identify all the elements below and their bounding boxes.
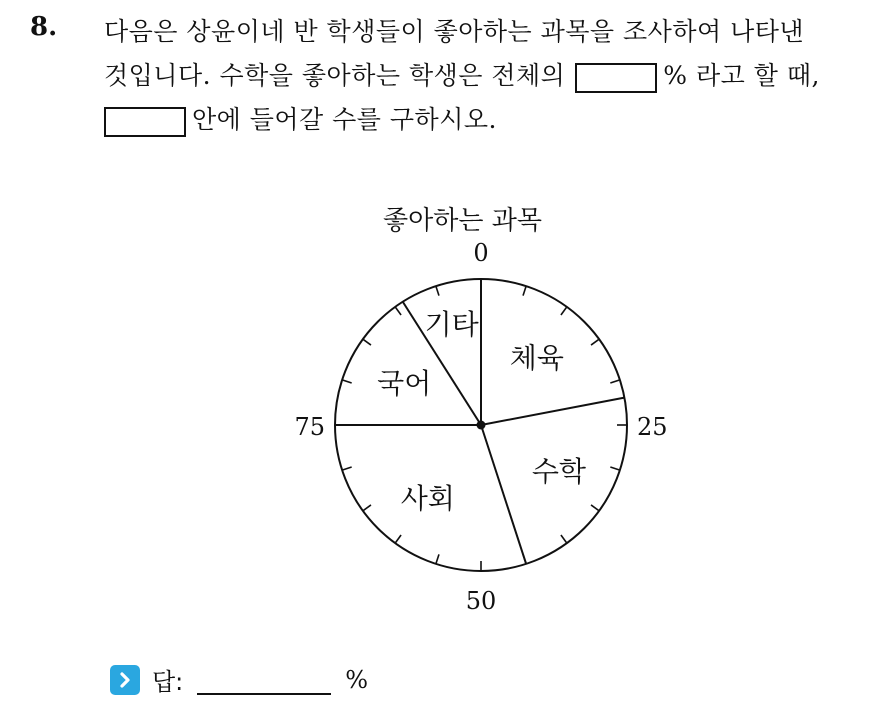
pie-tick [342,380,352,383]
pie-tick [342,467,352,470]
pie-center-dot [477,421,486,430]
answer-input-line[interactable] [197,665,331,695]
pie-tick [395,535,401,543]
answer-row [110,662,368,697]
pie-tick [561,307,567,315]
question-line-3-text: 안에 들어갈 수를 구하시오. [192,105,497,134]
slice-boundary-2 [481,425,526,564]
answer-blank-box [575,63,657,93]
question-line-3 [104,100,497,137]
question-line-2-text: 것입니다. 수학을 좋아하는 학생은 전체의 [104,61,566,90]
pie-tick [523,286,526,296]
chevron-right-icon [110,665,140,695]
pie-tick [436,286,439,296]
pie-tick [363,505,371,511]
pie-tick [610,380,620,383]
slice-label-3: 국어 [377,366,432,400]
slice-label-1: 수학 [531,455,586,489]
slice-boundary-1 [481,398,624,425]
scale-label-75: 75 [294,413,325,441]
answer-unit: % [345,665,369,694]
pie-chart [290,240,680,620]
pie-tick [561,535,567,543]
pie-tick [395,307,401,315]
pie-tick [610,467,620,470]
slice-label-4: 기타 [424,308,479,342]
scale-label-50: 50 [465,587,497,615]
pie-tick [436,554,439,564]
scale-label-25: 25 [637,413,668,441]
answer-blank-box-reference [104,107,186,137]
question-line-2 [104,56,820,93]
answer-label: 답: [152,668,184,696]
question-line-2-suffix: % 라고 할 때, [663,61,820,90]
slice-label-2: 사회 [400,482,455,516]
question-line-1: 다음은 상윤이네 반 학생들이 좋아하는 과목을 조사하여 나타낸 [104,17,805,46]
scale-label-0: 0 [473,240,489,267]
slice-label-0: 체육 [509,341,564,375]
pie-tick [363,339,371,345]
pie-tick [591,339,599,345]
question-number: 8. [30,12,58,42]
chart-title: 좋아하는 과목 [383,206,542,236]
pie-tick [591,505,599,511]
